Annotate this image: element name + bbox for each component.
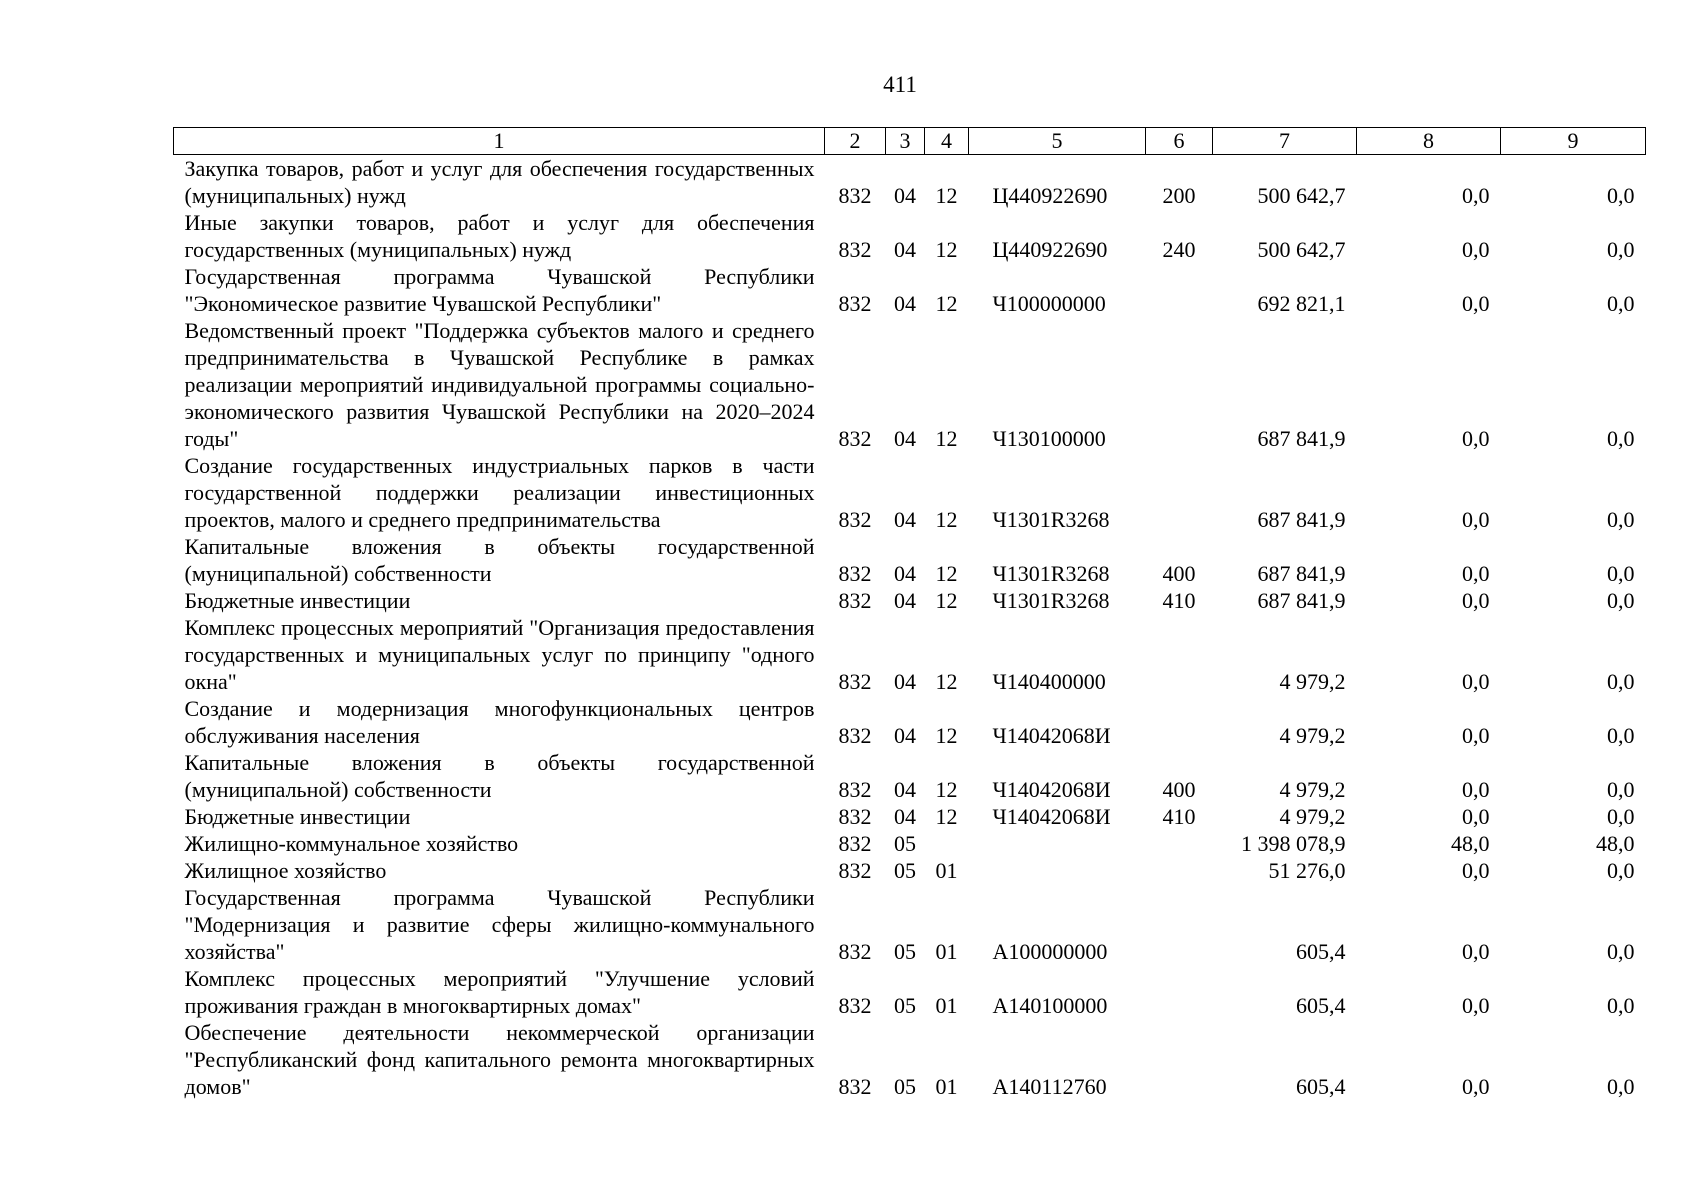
row-section: 05 [894,831,916,856]
row-name [174,830,825,857]
row-name-text: Обеспечение деятельности некоммерческой организации "Республиканский фонд капитального ремонта многоквартирных домов" [184,1020,815,1099]
row-admin-code: 832 [838,669,872,694]
row-name-text: Закупка товаров, работ и услуг для обеспечения государственных (муниципальных) нужд [184,156,815,208]
row-target-article: Ч14042068И [992,777,1111,802]
row-subsection: 01 [935,993,958,1018]
row-section: 04 [894,237,916,262]
budget-table [173,127,1646,1100]
table-row [174,263,1646,317]
row-amount-col7: 4 979,2 [1279,777,1346,802]
column-header-8: 8 [1357,128,1501,155]
row-subsection: 01 [935,858,958,883]
row-target-article: А140112760 [992,1074,1107,1099]
row-amount-col9: 0,0 [1607,237,1635,262]
row-expense-type [1146,884,1213,965]
row-amount-col9: 0,0 [1607,507,1635,532]
row-amount-col8: 0,0 [1462,669,1490,694]
row-subsection: 12 [935,588,958,613]
table-header [174,128,1646,155]
row-amount-col8: 0,0 [1462,588,1490,613]
row-amount-col8: 0,0 [1462,183,1490,208]
row-target-article: А100000000 [992,939,1108,964]
row-name-text: Комплекс процессных мероприятий "Улучшение условий проживания граждан в многоквартирных домах" [184,966,815,1018]
row-expense-type: 400 [1162,777,1196,802]
table-row [174,155,1646,210]
row-amount-col8: 0,0 [1462,561,1490,586]
column-header-9: 9 [1501,128,1646,155]
row-name [174,587,825,614]
row-admin-code: 832 [838,804,872,829]
row-admin-code: 832 [838,588,872,613]
row-amount-col8: 0,0 [1462,723,1490,748]
row-admin-code: 832 [838,426,872,451]
row-name [174,695,825,749]
row-expense-type [1146,1019,1213,1100]
row-amount-col7: 687 841,9 [1257,561,1346,586]
row-name-text: Капитальные вложения в объекты государственной (муниципальной) собственности [184,534,815,586]
row-subsection: 12 [935,237,958,262]
row-subsection: 12 [935,183,958,208]
row-amount-col9: 0,0 [1607,426,1635,451]
row-target-article: А140100000 [992,993,1108,1018]
row-section: 04 [894,183,916,208]
row-section: 05 [894,1074,916,1099]
row-section: 04 [894,507,916,532]
row-name-text: Государственная программа Чувашской Республики "Экономическое развитие Чувашской Республики" [184,264,815,316]
row-subsection: 12 [935,426,958,451]
row-section: 05 [894,858,916,883]
row-admin-code: 832 [838,777,872,802]
row-amount-col8: 0,0 [1462,939,1490,964]
row-name [174,317,825,452]
row-name [174,155,825,210]
row-admin-code: 832 [838,291,872,316]
row-amount-col9: 0,0 [1607,1074,1635,1099]
row-amount-col9: 0,0 [1607,777,1635,802]
row-name [174,209,825,263]
row-name-text: Комплекс процессных мероприятий "Организация предоставления государственных и муниципальных услуг по принципу "одного окна" [184,615,815,694]
column-header-6: 6 [1146,128,1213,155]
row-amount-col7: 500 642,7 [1257,183,1346,208]
table-row [174,452,1646,533]
row-amount-col8: 0,0 [1462,1074,1490,1099]
row-expense-type: 240 [1162,237,1196,262]
table-row [174,830,1646,857]
row-name [174,533,825,587]
row-admin-code: 832 [838,723,872,748]
page-number: 411 [883,72,917,97]
row-subsection: 12 [935,561,958,586]
row-target-article: Ч1301R3268 [992,507,1110,532]
table-body [174,155,1646,1101]
row-target-article: Ч100000000 [992,291,1106,316]
row-amount-col7: 605,4 [1296,1074,1346,1099]
row-subsection: 12 [935,777,958,802]
row-expense-type [1146,965,1213,1019]
row-section: 04 [894,588,916,613]
row-name-text: Создание государственных индустриальных парков в части государственной поддержки реализации инвестиционных проектов, малого и среднего предпринимательства [184,453,815,532]
row-target-article: Ч130100000 [992,426,1106,451]
row-amount-col7: 4 979,2 [1279,669,1346,694]
row-expense-type [1146,452,1213,533]
row-name [174,965,825,1019]
row-amount-col9: 0,0 [1607,183,1635,208]
row-section: 04 [894,804,916,829]
row-target-article: Ч14042068И [992,723,1111,748]
table-row [174,965,1646,1019]
row-target-article [969,830,1146,857]
row-name-text: Жилищно-коммунальное хозяйство [184,831,519,856]
row-amount-col9: 0,0 [1607,939,1635,964]
row-name [174,749,825,803]
row-expense-type [1146,857,1213,884]
row-name-text: Капитальные вложения в объекты государственной (муниципальной) собственности [184,750,815,802]
row-amount-col7: 687 841,9 [1257,507,1346,532]
row-admin-code: 832 [838,237,872,262]
row-target-article: Ц440922690 [992,183,1108,208]
row-amount-col8: 0,0 [1462,426,1490,451]
row-amount-col9: 0,0 [1607,291,1635,316]
row-target-article: Ч1301R3268 [992,588,1110,613]
row-amount-col9: 0,0 [1607,723,1635,748]
row-amount-col7: 605,4 [1296,939,1346,964]
row-amount-col9: 0,0 [1607,858,1635,883]
row-subsection: 12 [935,723,958,748]
table-row [174,587,1646,614]
row-section: 04 [894,561,916,586]
row-amount-col7: 692 821,1 [1257,291,1346,316]
row-admin-code: 832 [838,1074,872,1099]
row-amount-col8: 0,0 [1462,858,1490,883]
table-row [174,857,1646,884]
row-admin-code: 832 [838,561,872,586]
row-section: 04 [894,291,916,316]
row-subsection [925,830,969,857]
row-name-text: Иные закупки товаров, работ и услуг для обеспечения государственных (муниципальных) нужд [184,210,815,262]
column-header-1: 1 [174,128,825,155]
row-subsection: 01 [935,939,958,964]
row-amount-col7: 4 979,2 [1279,723,1346,748]
row-section: 05 [894,939,916,964]
table-row [174,209,1646,263]
row-amount-col8: 0,0 [1462,777,1490,802]
row-amount-col8: 0,0 [1462,993,1490,1018]
row-subsection: 12 [935,804,958,829]
row-target-article [969,857,1146,884]
column-header-3: 3 [886,128,925,155]
row-amount-col9: 0,0 [1607,561,1635,586]
row-name [174,263,825,317]
column-header-5: 5 [969,128,1146,155]
row-amount-col7: 687 841,9 [1257,588,1346,613]
row-name [174,857,825,884]
row-expense-type [1146,263,1213,317]
row-amount-col9: 0,0 [1607,804,1635,829]
row-name-text: Бюджетные инвестиции [184,588,411,613]
row-section: 04 [894,669,916,694]
row-expense-type: 200 [1162,183,1196,208]
row-subsection: 12 [935,507,958,532]
row-expense-type: 400 [1162,561,1196,586]
row-expense-type [1146,830,1213,857]
row-amount-col7: 1 398 078,9 [1241,831,1346,856]
row-expense-type [1146,695,1213,749]
row-expense-type [1146,614,1213,695]
row-amount-col8: 48,0 [1451,831,1490,856]
row-target-article: Ч140400000 [992,669,1106,694]
row-name [174,452,825,533]
column-header-2: 2 [825,128,886,155]
row-amount-col7: 4 979,2 [1279,804,1346,829]
row-amount-col8: 0,0 [1462,804,1490,829]
row-amount-col9: 0,0 [1607,669,1635,694]
table-row [174,803,1646,830]
row-subsection: 12 [935,291,958,316]
table-row [174,749,1646,803]
row-section: 04 [894,723,916,748]
row-name-text: Жилищное хозяйство [184,858,387,883]
row-subsection: 01 [935,1074,958,1099]
row-section: 05 [894,993,916,1018]
row-amount-col9: 48,0 [1596,831,1635,856]
row-admin-code: 832 [838,183,872,208]
row-expense-type: 410 [1162,804,1196,829]
row-target-article: Ц440922690 [992,237,1108,262]
row-name-text: Бюджетные инвестиции [184,804,411,829]
row-target-article: Ч14042068И [992,804,1111,829]
row-admin-code: 832 [838,831,872,856]
row-subsection: 12 [935,669,958,694]
row-amount-col7: 51 276,0 [1268,858,1346,883]
row-amount-col8: 0,0 [1462,507,1490,532]
table-row [174,1019,1646,1100]
row-name-text: Создание и модернизация многофункциональных центров обслуживания населения [184,696,815,748]
row-name-text: Государственная программа Чувашской Республики "Модернизация и развитие сферы жилищно-коммунального хозяйства" [184,885,815,964]
row-name [174,614,825,695]
row-amount-col8: 0,0 [1462,291,1490,316]
row-amount-col9: 0,0 [1607,993,1635,1018]
row-name-text: Ведомственный проект "Поддержка субъектов малого и среднего предпринимательства в Чувашской Республике в рамках реализации мероприятий индивидуальной программы социально-экономического развития Чувашской Республики на 2020–2024 годы" [184,318,815,451]
row-expense-type [1146,317,1213,452]
row-admin-code: 832 [838,858,872,883]
row-name [174,803,825,830]
row-name [174,1019,825,1100]
row-amount-col7: 687 841,9 [1257,426,1346,451]
row-section: 04 [894,777,916,802]
table-row [174,695,1646,749]
table-row [174,614,1646,695]
table-row [174,317,1646,452]
row-amount-col9: 0,0 [1607,588,1635,613]
row-amount-col7: 605,4 [1296,993,1346,1018]
row-name [174,884,825,965]
row-admin-code: 832 [838,993,872,1018]
row-amount-col7: 500 642,7 [1257,237,1346,262]
column-header-7: 7 [1213,128,1357,155]
row-target-article: Ч1301R3268 [992,561,1110,586]
row-admin-code: 832 [838,939,872,964]
row-amount-col8: 0,0 [1462,237,1490,262]
column-header-4: 4 [925,128,969,155]
table-row [174,884,1646,965]
table-row [174,533,1646,587]
row-expense-type: 410 [1162,588,1196,613]
row-section: 04 [894,426,916,451]
row-admin-code: 832 [838,507,872,532]
